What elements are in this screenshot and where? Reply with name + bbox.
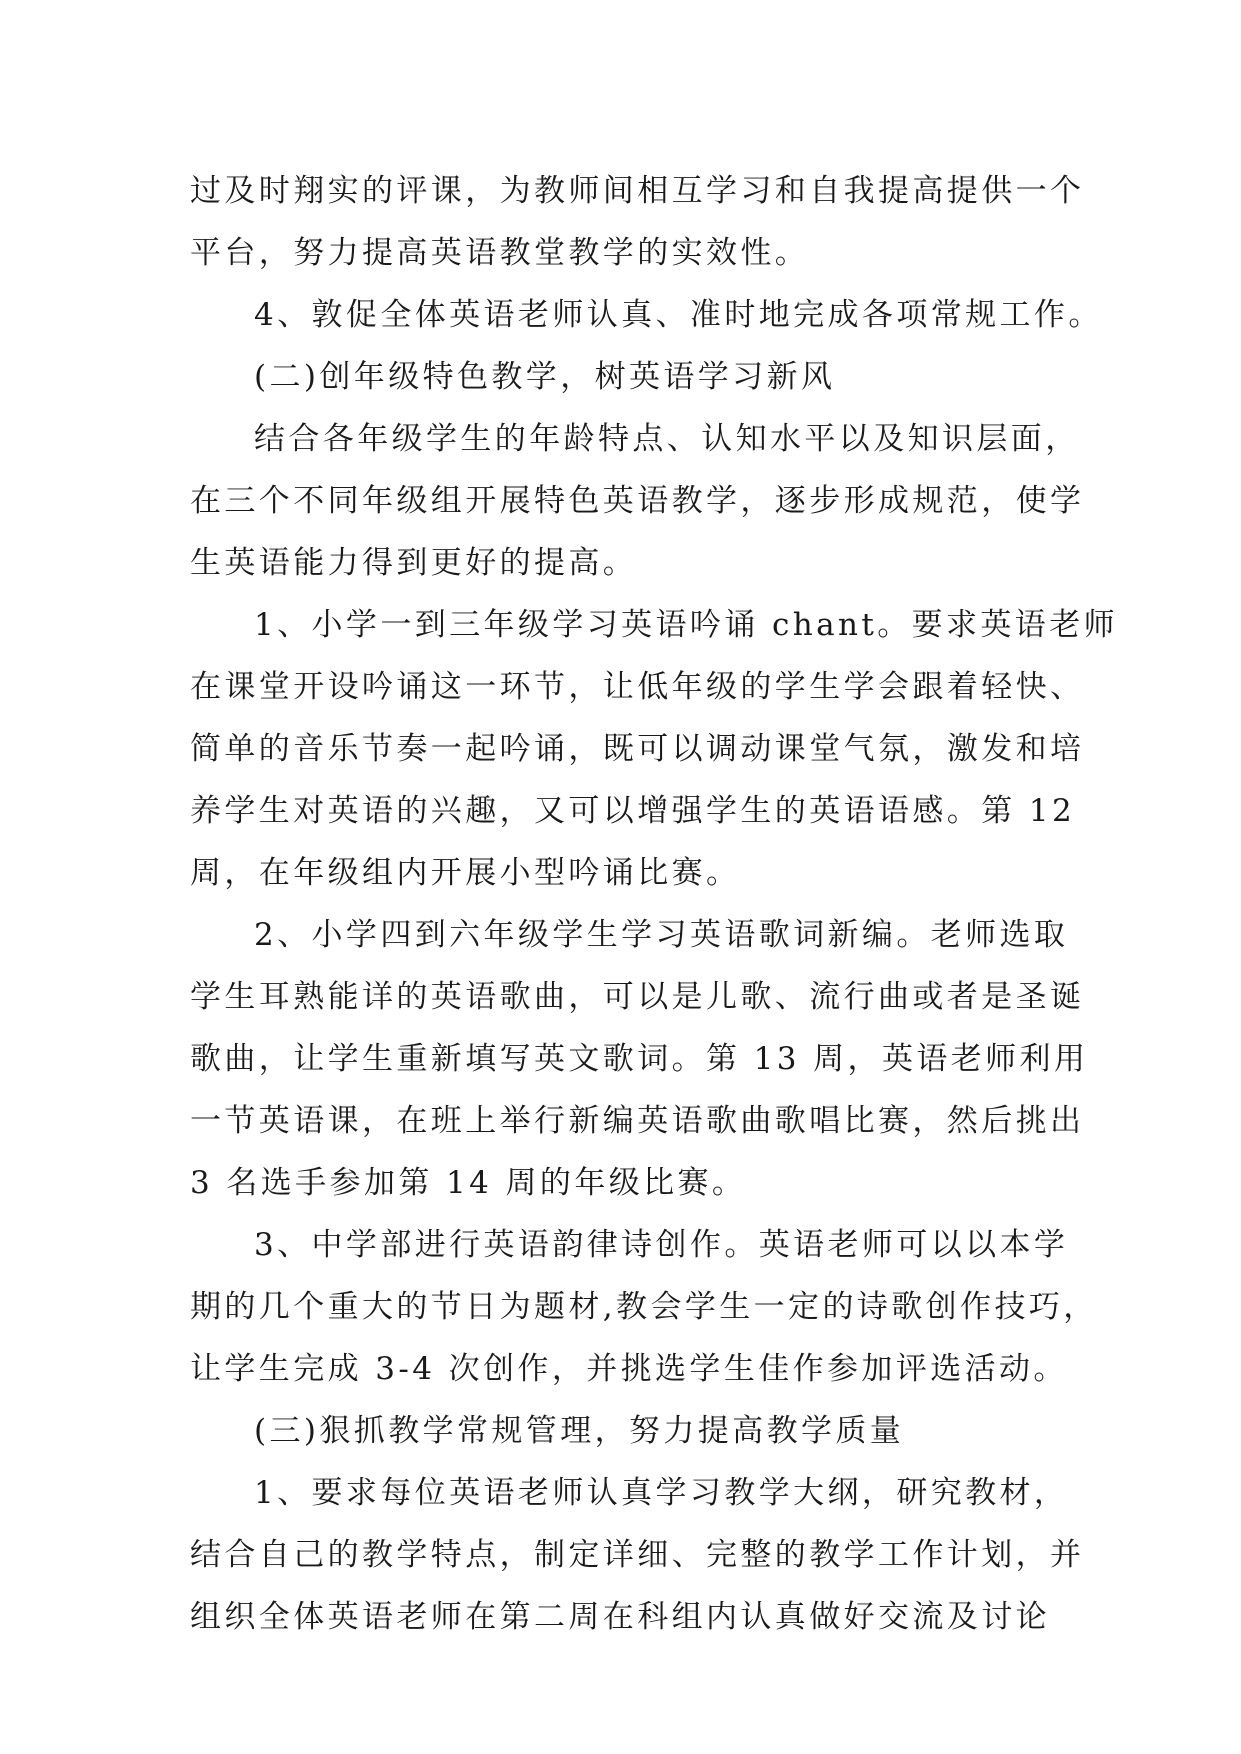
text-line: 结合自己的教学特点，制定详细、完整的教学工作计划，并 (190, 1537, 1085, 1573)
text-line: 3 名选手参加第 14 周的年级比赛。 (190, 1165, 747, 1201)
text-line: 平台，努力提高英语教堂教学的实效性。 (190, 235, 810, 271)
text-line: 过及时翔实的评课，为教师间相互学习和自我提高提供一个 (190, 173, 1085, 209)
text-line: 生英语能力得到更好的提高。 (190, 545, 638, 581)
text-line: 在课堂开设吟诵这一环节，让低年级的学生学会跟着轻快、 (190, 669, 1085, 705)
text-line: 一节英语课，在班上举行新编英语歌曲歌唱比赛，然后挑出 (190, 1103, 1085, 1139)
text-line: 组织全体英语老师在第二周在科组内认真做好交流及讨论 (190, 1599, 1050, 1635)
text-line: 3、中学部进行英语韵律诗创作。英语老师可以以本学 (254, 1227, 1069, 1263)
text-line: 简单的音乐节奏一起吟诵，既可以调动课堂气氛，激发和培 (190, 731, 1085, 767)
text-line: 1、小学一到三年级学习英语吟诵 chant。要求英语老师 (254, 607, 1119, 643)
text-line: 4、敦促全体英语老师认真、准时地完成各项常规工作。 (254, 297, 1103, 333)
text-line: 结合各年级学生的年龄特点、认知水平以及知识层面， (254, 421, 1080, 457)
section-heading: (二)创年级特色教学，树英语学习新风 (254, 359, 836, 395)
text-line: 1、要求每位英语老师认真学习教学大纲，研究教材， (254, 1475, 1069, 1511)
text-line: 2、小学四到六年级学生学习英语歌词新编。老师选取 (254, 917, 1069, 953)
document-body (190, 160, 1119, 1648)
text-line: 周，在年级组内开展小型吟诵比赛。 (190, 855, 741, 891)
text-line: 学生耳熟能详的英语歌曲，可以是儿歌、流行曲或者是圣诞 (190, 979, 1085, 1015)
section-heading: (三)狠抓教学常规管理，努力提高教学质量 (254, 1413, 905, 1449)
text-line: 养学生对英语的兴趣，又可以增强学生的英语语感。第 12 (190, 793, 1076, 829)
text-line: 在三个不同年级组开展特色英语教学，逐步形成规范，使学 (190, 483, 1085, 519)
text-line: 让学生完成 3-4 次创作，并挑选学生佳作参加评选活动。 (190, 1351, 1068, 1387)
text-line: 期的几个重大的节日为题材,教会学生一定的诗歌创作技巧， (190, 1289, 1098, 1325)
text-line: 歌曲，让学生重新填写英文歌词。第 13 周，英语老师利用 (190, 1041, 1089, 1077)
